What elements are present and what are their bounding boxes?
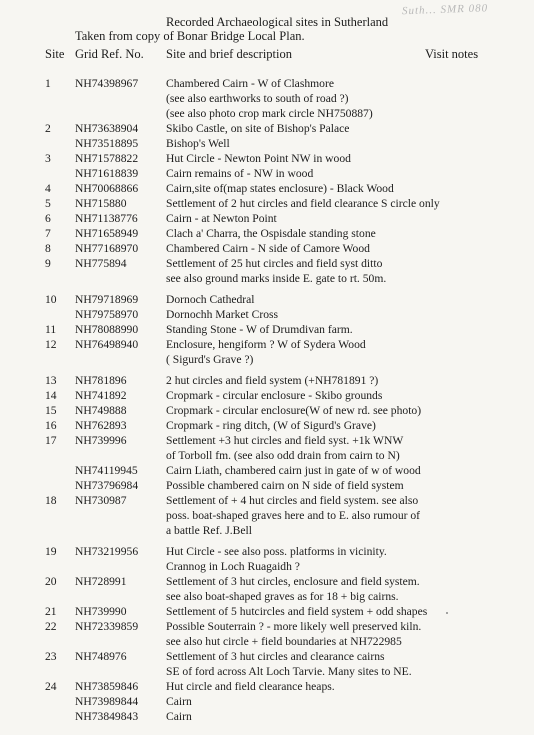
table-row [0,388,534,403]
site-number: 4 [45,182,51,195]
header-grid-ref: Grid Ref. No. [75,47,144,61]
table-row [0,322,534,337]
grid-ref: NH73859846 [75,680,139,693]
grid-ref: NH73849843 [75,710,139,723]
site-description: Cropmark - circular enclosure(W of new rd. see photo) [166,404,422,417]
grid-ref: NH730987 [75,494,127,507]
table-row [0,574,534,589]
grid-ref: NH71138776 [75,212,138,225]
site-description: Cairn [166,710,192,723]
site-number: 1 [45,77,51,90]
site-description: Hut Circle - Newton Point NW in wood [166,152,351,165]
site-description: Bishop's Well [166,137,230,150]
site-description: Settlement of 3 hut circles, enclosure and field system. [166,575,420,588]
site-description: poss. boat-shaped graves here and to E. also rumour of [166,509,421,522]
site-description: Chambered Cairn - N side of Camore Wood [166,242,370,255]
site-number: 11 [45,323,57,336]
site-number: 19 [45,545,57,558]
site-number: 24 [45,680,57,693]
grid-ref: NH71578822 [75,152,139,165]
document-subtitle: Taken from copy of Bonar Bridge Local Plan. [75,29,305,43]
site-description: Settlement of 2 hut circles and field clearance S circle only [166,197,440,210]
site-number: 8 [45,242,51,255]
table-row [0,649,534,664]
site-number: 14 [45,389,57,402]
site-number: 21 [45,605,57,618]
site-description: Cairn,site of(map states enclosure) - Black Wood [166,182,394,195]
grid-ref: NH70068866 [75,182,139,195]
grid-ref: NH72339859 [75,620,139,633]
table-row [0,337,534,352]
grid-ref: NH71618839 [75,167,139,180]
header-visit-notes: Visit notes [425,47,479,61]
grid-ref: NH781896 [75,374,127,387]
table-row [0,418,534,433]
site-description: Cairn - at Newton Point [166,212,277,225]
table-row [0,271,534,286]
grid-ref: NH762893 [75,419,127,432]
site-number: 9 [45,257,51,270]
site-description: see also ground marks inside E. gate to rt. 50m. [166,272,387,285]
site-description: (see also photo crop mark circle NH750887) [166,107,373,120]
site-description: Clach a' Charra, the Ospisdale standing stone [166,227,376,240]
site-description: Cropmark - ring ditch, (W of Sigurd's Grave) [166,419,376,432]
table-row [0,211,534,226]
grid-ref: NH71658949 [75,227,139,240]
table-row [0,709,534,724]
grid-ref: NH79718969 [75,293,139,306]
site-number: 10 [45,293,57,306]
table-row [0,256,534,271]
site-description: Dornochh Market Cross [166,308,279,321]
table-row [0,694,534,709]
table-row [0,181,534,196]
grid-ref: NH73518895 [75,137,139,150]
grid-ref: NH79758970 [75,308,139,321]
table-row [0,196,534,211]
site-description: Possible Souterrain ? - more likely well preserved kiln. [166,620,422,633]
table-row [0,508,534,523]
table-row [0,136,534,151]
site-number: 6 [45,212,51,225]
site-number: 15 [45,404,57,417]
site-number: 16 [45,419,57,432]
site-description: Settlement of 5 hutcircles and field system + odd shapes [166,605,428,618]
site-description: Cropmark - circular enclosure - Skibo grounds [166,389,383,402]
site-description: Settlement of 3 hut circles and clearance cairns [166,650,385,663]
site-number: 2 [45,122,51,135]
site-description: Settlement of + 4 hut circles and field system. see also [166,494,419,507]
table-row [0,121,534,136]
table-row [0,226,534,241]
grid-ref: NH728991 [75,575,127,588]
grid-ref: NH73796984 [75,479,139,492]
site-description: Settlement of 25 hut circles and field syst ditto [166,257,383,270]
table-row [0,91,534,106]
table-row [0,478,534,493]
site-number: 17 [45,434,57,447]
site-description: Cairn remains of - NW in wood [166,167,314,180]
site-number: 18 [45,494,57,507]
handwritten-reference-note: Suth... SMR 080 [401,2,489,18]
site-description: Cairn [166,695,192,708]
document-title: Recorded Archaeological sites in Sutherland [166,15,389,29]
table-row [0,292,534,307]
grid-ref: NH739990 [75,605,127,618]
grid-ref: NH73219956 [75,545,139,558]
table-row [0,106,534,121]
table-row [0,664,534,679]
table-row [0,433,534,448]
grid-ref: NH74398967 [75,77,139,90]
site-description: Possible chambered cairn on N side of field system [166,479,404,492]
site-number: 20 [45,575,57,588]
site-description: ( Sigurd's Grave ?) [166,353,254,366]
site-description: Skibo Castle, on site of Bishop's Palace [166,122,350,135]
site-description: Crannog in Loch Ruagaidh ? [166,560,300,573]
grid-ref: NH775894 [75,257,127,270]
site-description: see also hut circle + field boundaries at NH722985 [166,635,402,648]
site-number: 7 [45,227,51,240]
grid-ref: NH748976 [75,650,127,663]
header-site: Site [45,47,65,61]
table-row [0,307,534,322]
grid-ref: NH749888 [75,404,127,417]
site-number: 5 [45,197,51,210]
site-number: 22 [45,620,57,633]
site-description: Settlement +3 hut circles and field syst. +1k WNW [166,434,404,447]
table-row [0,634,534,649]
table-row [0,373,534,388]
header-description: Site and brief description [166,47,293,61]
grid-ref: NH739996 [75,434,127,447]
site-description: 2 hut circles and field system (+NH781891 ?) [166,374,379,387]
table-row [0,76,534,91]
table-row [0,151,534,166]
grid-ref: NH78088990 [75,323,139,336]
site-description: Hut Circle - see also poss. platforms in vicinity. [166,545,387,558]
table-row [0,604,534,619]
grid-ref: NH741892 [75,389,127,402]
table-row [0,352,534,367]
table-row [0,523,534,538]
site-description: Hut circle and field clearance heaps. [166,680,335,693]
table-row [0,166,534,181]
table-row [0,463,534,478]
site-description: Chambered Cairn - W of Clashmore [166,77,334,90]
grid-ref: NH74119945 [75,464,138,477]
site-description: a battle Ref. J.Bell [166,524,252,537]
site-number: 13 [45,374,57,387]
table-row [0,544,534,559]
grid-ref: NH715880 [75,197,127,210]
grid-ref: NH77168970 [75,242,139,255]
site-number: 23 [45,650,57,663]
table-row [0,403,534,418]
table-row [0,493,534,508]
scan-speck [446,612,448,614]
grid-ref: NH76498940 [75,338,139,351]
table-row [0,241,534,256]
table-row [0,559,534,574]
site-description: SE of ford across Alt Loch Tarvie. Many sites to NE. [166,665,412,678]
table-row [0,589,534,604]
site-description: (see also earthworks to south of road ?) [166,92,349,105]
table-row [0,619,534,634]
table-row [0,448,534,463]
grid-ref: NH73638904 [75,122,139,135]
site-description: Enclosure, hengiform ? W of Sydera Wood [166,338,366,351]
site-description: Standing Stone - W of Drumdivan farm. [166,323,353,336]
site-description: see also boat-shaped graves as for 18 + big cairns. [166,590,399,603]
sites-table [0,76,534,724]
table-row [0,679,534,694]
site-description: Dornoch Cathedral [166,293,255,306]
site-number: 12 [45,338,57,351]
site-description: Cairn Liath, chambered cairn just in gate of w of wood [166,464,421,477]
grid-ref: NH73989844 [75,695,139,708]
site-description: of Torboll fm. (see also odd drain from cairn to N) [166,449,400,462]
site-number: 3 [45,152,51,165]
